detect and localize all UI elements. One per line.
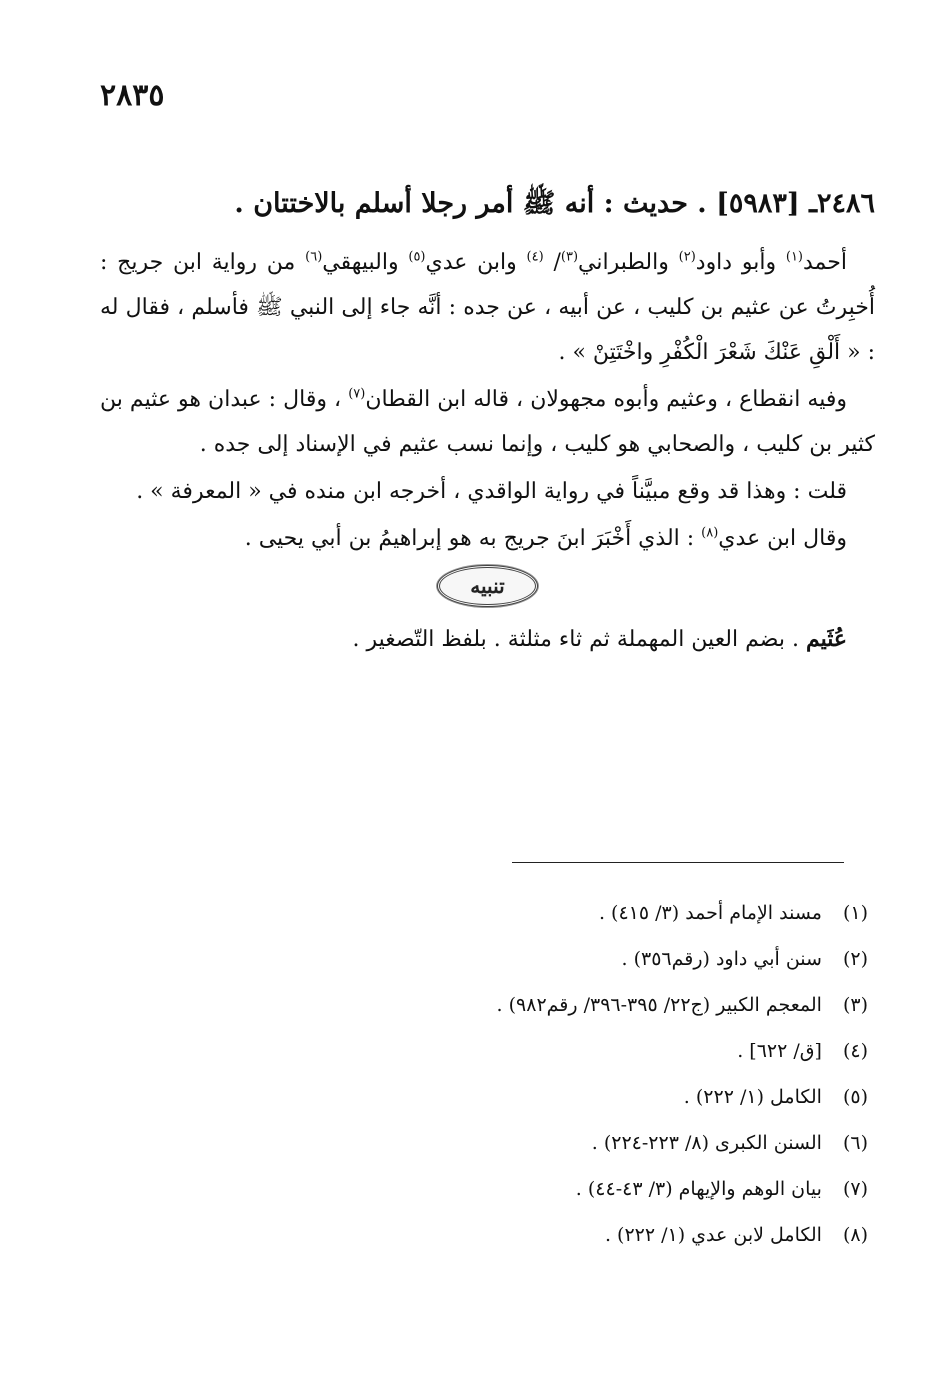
note-text: . بضم العين المهملة ثم ثاء مثلثة . بلفظ التّصغير . <box>352 627 799 652</box>
page-number: ٢٨٣٥ <box>100 78 165 113</box>
text-run: ، وقال : عبدان هو عثيم بن كثير بن كليب ، والصحابي هو كليب ، وإنما نسب عثيم في الإسناد إلى جده . <box>100 387 875 457</box>
paragraph-4 <box>100 516 875 561</box>
footnote-ref-5: (٥) <box>408 249 426 265</box>
note-term: عُثَيم <box>805 626 847 652</box>
hadith-heading: ٢٤٨٦ـ [٥٩٨٣] . حديث : أنه ﷺ أمر رجلا أسلم بالاختتان . <box>234 188 875 219</box>
main-text <box>100 172 875 662</box>
footnote-number: (١) <box>842 902 868 924</box>
footnote-ref-6: (٦) <box>305 249 323 265</box>
footnote-item <box>100 1212 868 1258</box>
footnote-text: السنن الكبرى (٨/ ٢٢٣-٢٢٤) . <box>591 1132 822 1154</box>
tanbih-note <box>100 617 875 662</box>
footnote-number: (٤) <box>842 1040 868 1062</box>
text-run: والبيهقي <box>322 250 409 275</box>
tanbih-label: تنبيه <box>437 565 537 607</box>
footnote-ref-1: (١) <box>785 249 803 265</box>
text-run: وفيه انقطاع ، وعثيم وأبوه مجهولان ، قاله ابن القطان <box>365 387 847 412</box>
footnote-text: بيان الوهم والإيهام (٣/ ٤٣-٤٤) . <box>575 1178 822 1200</box>
footnote-ref-8: (٨) <box>701 525 719 541</box>
footnote-number: (٣) <box>842 994 868 1016</box>
text-run: أحمد <box>803 250 847 275</box>
footnote-item <box>100 936 868 982</box>
footnote-text: [ق/ ٦٢٢] . <box>737 1040 822 1062</box>
footnote-divider <box>512 862 844 863</box>
footnotes-list <box>100 890 868 1258</box>
footnote-ref-3: (٣) <box>560 249 579 265</box>
footnote-ref-2: (٢) <box>678 249 696 265</box>
tanbih-ornament <box>100 565 875 611</box>
text-run: من رواية ابن جريج : أُخبِرتُ عن عثيم بن كليب ، عن أبيه ، عن جده : أنَّه جاء إلى النبي ﷺ فأسلم ، فقال له : « أَلْقِ عَنْكَ شَعْرَ الْكُفْرِ واخْتَتِنْ » . <box>100 250 875 365</box>
footnote-number: (٨) <box>842 1224 868 1246</box>
text-run: : الذي أَخْبَرَ ابنَ جريج به هو إبراهيمُ بن أبي يحيى . <box>244 526 702 551</box>
footnote-item <box>100 1166 868 1212</box>
paragraph-2 <box>100 377 875 467</box>
footnote-item <box>100 982 868 1028</box>
paragraph-1 <box>100 240 875 375</box>
text-run: وأبو داود <box>695 250 786 275</box>
footnote-item <box>100 1028 868 1074</box>
footnote-item <box>100 1074 868 1120</box>
footnote-item <box>100 890 868 936</box>
footnote-ref-4: (٤) <box>526 249 544 265</box>
text-run: وابن عدي <box>425 250 527 275</box>
footnote-text: الكامل لابن عدي (١/ ٢٢٢) . <box>604 1224 822 1246</box>
footnote-number: (٢) <box>842 948 868 970</box>
footnote-text: مسند الإمام أحمد (٣/ ٤١٥) . <box>598 902 822 924</box>
footnote-ref-7: (٧) <box>348 386 366 402</box>
footnote-number: (٧) <box>842 1178 868 1200</box>
footnote-number: (٦) <box>842 1132 868 1154</box>
paragraph-3: قلت : وهذا قد وقع مبيَّناً في رواية الواقدي ، أخرجه ابن منده في « المعرفة » . <box>136 479 847 504</box>
footnote-text: الكامل (١/ ٢٢٢) . <box>683 1086 822 1108</box>
footnote-item <box>100 1120 868 1166</box>
footnote-text: سنن أبي داود (رقم٣٥٦) . <box>621 948 822 970</box>
text-run: وقال ابن عدي <box>718 526 847 551</box>
text-run: / <box>543 250 561 275</box>
footnote-text: المعجم الكبير (ج٢٢/ ٣٩٥-٣٩٦/ رقم٩٨٢) . <box>496 994 822 1016</box>
footnote-number: (٥) <box>842 1086 868 1108</box>
text-run: والطبراني <box>578 250 679 275</box>
